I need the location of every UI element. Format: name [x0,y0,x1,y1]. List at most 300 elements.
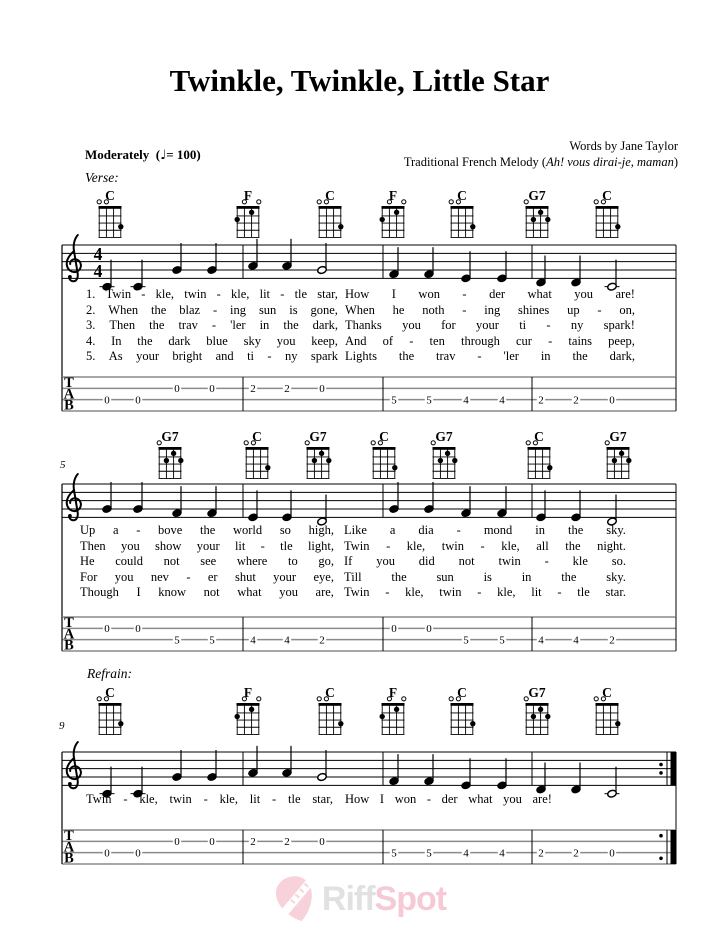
lyric-syllable: and [215,349,234,363]
lyric-syllable: in [521,569,532,584]
nut [382,206,405,209]
finger-dot [394,707,399,712]
lyric-syllable: 1. [86,287,96,301]
lyric-syllable: in [540,349,551,363]
lyric-syllable: spark [310,349,338,363]
lyric-syllable: - [386,538,391,553]
song-title: Twinkle, Twinkle, Little Star [169,62,550,98]
finger-dot [178,458,183,463]
lyric-syllable: - [267,349,272,363]
lyric-syllable: you [279,585,298,600]
tab-number: 0 [391,623,397,636]
chord-diagram [317,685,343,734]
chord-diagram [317,188,343,237]
lyric-syllable: Like [344,523,367,537]
lyric-syllable: your [136,349,159,363]
chord-name: C [105,685,115,700]
chord-name: C [252,429,262,444]
chord-diagram [526,429,552,478]
lyric-syllable: high, [308,523,334,537]
lyric-syllable: the [391,569,407,584]
nut [382,703,405,706]
riffspot-logo [273,874,446,924]
lyric-syllable: he [392,302,405,317]
open-string-marker [402,200,406,204]
lyric-syllable: Then [109,318,136,332]
tempo-word: Moderately [85,147,150,162]
lyric-syllable: blue [206,333,228,348]
logo-text-riff: Riff [321,879,375,918]
chord-diagram [235,188,261,237]
lyric-syllable: Twin [344,538,370,553]
tab-letter: A [63,386,75,403]
measure-number-9: 9 [59,720,65,732]
repeat-dot [659,771,663,775]
lyric-syllable: the [561,569,577,584]
lyric-syllable: sun [436,569,454,584]
lyric-syllable: der [489,287,506,301]
finger-dot [626,458,631,463]
lyrics-line-right [345,318,635,333]
lyric-syllable: In [111,333,122,348]
lyric-syllable: blaz [179,302,201,317]
lyric-syllable: world [232,523,263,537]
lyric-syllable: see [200,554,217,569]
chord-name: F [388,188,398,203]
lyric-syllable: kle, [219,792,238,806]
lyrics-line-left [86,318,338,333]
lyrics-line-right [345,334,635,349]
tab-number: 0 [135,394,141,407]
finger-dot [338,721,343,726]
time-signature-top: 4 [93,244,103,265]
lyric-syllable: the [283,318,299,332]
lyrics-line-left [80,539,334,554]
chord-name: G7 [528,685,546,700]
tab-number: 0 [135,623,141,636]
lyric-syllable: you [503,792,522,806]
finger-dot [265,465,270,470]
lyric-syllable: As [108,349,123,363]
lyric-syllable: er [207,569,218,584]
open-string-marker [449,697,453,701]
chord-diagram [524,685,550,734]
lyric-syllable: your [475,318,499,332]
lyric-syllable: the [572,349,588,363]
chord-name: G7 [609,429,627,444]
open-string-marker [317,200,321,204]
nut [596,703,619,706]
nut [246,447,269,450]
lyric-syllable: Twin [86,792,112,806]
lyric-syllable: star, [312,792,333,806]
tab-number: 2 [319,634,325,647]
tab-number: 2 [538,847,544,860]
tab-number: 0 [135,847,141,860]
lyric-syllable: How [345,792,370,806]
lyric-syllable: twin [169,792,192,806]
lyric-syllable: up [567,302,580,317]
lyric-syllable: 5. [86,349,96,363]
chord-diagram [449,685,475,734]
lyric-syllable: night. [597,538,626,553]
lyrics-line-left [86,792,333,807]
tab-number: 0 [104,623,110,636]
lyrics-line-left [80,570,334,585]
lyric-syllable: der [441,792,458,806]
lyric-syllable: bove [158,523,183,537]
lyric-syllable: ing [484,302,501,317]
lyric-syllable: dia [418,523,434,537]
finger-dot [612,458,617,463]
nut [451,703,474,706]
lyric-syllable: shut [234,569,256,584]
repeat-dot [659,763,663,767]
clef-ball [68,514,72,518]
lyric-syllable: for [441,318,456,332]
lyric-syllable: lit [234,538,246,553]
treble-clef-icon [67,235,81,281]
lyric-syllable: dark, [312,318,338,332]
lyric-syllable: - [272,792,277,806]
tab-number: 4 [463,394,469,407]
lyric-syllable: know [158,585,187,600]
lyric-syllable: could [115,554,143,569]
finger-dot [164,458,169,463]
lyric-syllable: - [280,287,285,301]
finger-dot [545,217,550,222]
lyric-syllable: dark, [609,349,635,363]
lyric-syllable: are, [315,585,334,600]
lyric-syllable: ny [284,349,298,363]
clef-ball [68,782,72,786]
tab-number: 0 [174,383,180,396]
lyric-syllable: did [418,554,435,569]
lyric-syllable: are! [615,287,635,301]
tab-number: 4 [284,634,290,647]
nut [99,206,122,209]
finger-dot [235,217,240,222]
chord-name: C [325,188,335,203]
lyric-syllable: - [462,287,467,301]
lyrics-line-right [345,792,552,807]
lyric-syllable: the [137,333,153,348]
tab-number: 5 [391,394,397,407]
lyric-syllable: - [548,333,553,348]
chord-name: G7 [161,429,179,444]
lyric-syllable: - [546,318,551,332]
lyric-syllable: kle [572,554,588,569]
treble-clef-icon [67,742,81,788]
chord-diagram [305,429,331,478]
chord-diagram [97,685,123,734]
lyric-syllable: noth [422,302,445,317]
tab-number: 0 [174,836,180,849]
lyric-syllable: When [345,302,375,317]
lyrics-line-right [344,539,626,554]
lyrics-line-right [344,554,626,569]
lyric-syllable: Though [80,585,119,600]
chord-name: C [602,685,612,700]
open-string-marker [402,697,406,701]
lyric-syllable: lit [249,792,261,806]
lyric-syllable: twin [439,585,462,600]
tab-repeat-dot [659,834,663,838]
tab-letter: B [64,637,74,654]
lyric-syllable: cur [516,333,532,348]
chord-diagram [380,188,406,237]
tab-number: 0 [209,836,215,849]
open-string-marker [526,441,530,445]
chord-name: C [105,188,115,203]
tab-number: 0 [319,836,325,849]
tab-repeat-dot [659,857,663,861]
chord-name: G7 [309,429,327,444]
lyric-syllable: - [477,585,482,600]
lyric-syllable: - [260,538,265,553]
lyric-syllable: on, [619,302,635,317]
lyric-syllable: I [136,585,141,600]
open-string-marker [244,441,248,445]
finger-dot [392,465,397,470]
finger-dot [470,721,475,726]
nut [237,703,260,706]
lyric-syllable: star. [605,585,626,600]
chord-diagram [524,188,550,237]
lyric-syllable: - [426,792,432,806]
tab-number: 2 [284,383,290,396]
tab-number: 2 [609,634,615,647]
tab-number: 5 [463,634,469,647]
chord-diagram [594,685,620,734]
lyric-syllable: tle [288,792,301,806]
lyric-syllable: in [259,318,270,332]
lyric-syllable: If [344,554,353,569]
chord-diagram [244,429,270,478]
tab-number: 0 [609,394,615,407]
lyric-syllable: the [200,523,216,537]
lyric-syllable: the [398,349,415,363]
finger-dot [171,451,176,456]
lyrics-line-left [86,303,338,318]
lyric-syllable: peep, [608,333,635,348]
finger-dot [249,210,254,215]
clef-ball [68,275,72,279]
open-string-marker [371,441,375,445]
chord-name: G7 [435,429,453,444]
tab-letter: A [63,839,75,856]
credit-melody-prefix: Traditional French Melody ( [403,155,547,169]
lyric-syllable: lit [259,287,271,301]
lyric-syllable: For [80,569,98,584]
lyric-syllable: tains [568,333,593,348]
lyric-syllable: the [149,318,165,332]
credit-words: Words by Jane Taylor [569,139,678,153]
nut [319,703,342,706]
chord-name: G7 [528,188,546,203]
lyric-syllable: the [565,538,581,553]
chord-diagram [97,188,123,237]
open-string-marker [257,200,261,204]
verse-label: Verse: [85,170,119,185]
lyric-syllable: kle, [406,538,426,553]
lyric-syllable: are! [532,792,552,806]
chord-name: F [243,685,253,700]
lyric-syllable: a [389,523,396,537]
lyric-syllable: kle, [231,287,250,301]
lyrics-line-left [80,523,334,538]
lyric-syllable: Till [344,569,362,584]
lyric-syllable: twin [441,538,464,553]
lyric-syllable: 'ler [230,318,246,332]
lyric-syllable: - [141,287,146,301]
lyric-syllable: kle, [139,792,158,806]
lyric-syllable: bright [172,349,203,363]
tab-number: 0 [426,623,432,636]
lyric-syllable: the [567,523,584,537]
lyric-syllable: Then [80,538,106,553]
finger-dot [338,224,343,229]
lyric-syllable: - [557,585,562,600]
measure-number-5: 5 [60,459,66,471]
lyric-syllable: ti [247,349,255,363]
lyric-syllable: eye, [313,569,334,584]
finger-dot [235,714,240,719]
tab-number: 4 [463,847,469,860]
lyrics-line-left [86,287,338,302]
lyric-syllable: go, [318,554,334,569]
lyric-syllable: is [289,302,298,317]
tab-repeat-thick-bar [671,830,677,864]
finger-dot [538,707,543,712]
lyric-syllable: you [402,318,421,332]
credit-melody-source: Ah! vous dirai-je, maman [546,155,674,169]
lyric-syllable: - [597,302,602,317]
lyric-syllable: mond [483,523,513,537]
lyric-syllable: you [376,554,395,569]
lyric-syllable: so. [611,554,626,569]
lyric-syllable: what [527,287,552,301]
chord-name: F [243,188,253,203]
tab-number: 2 [284,836,290,849]
nut [526,703,549,706]
lyric-syllable: And [345,333,367,348]
tab-number: 0 [104,394,110,407]
nut [528,447,551,450]
lyric-syllable: I [379,792,385,806]
nut [99,703,122,706]
finger-dot [118,721,123,726]
lyric-syllable: - [212,302,218,317]
lyric-syllable: twin [498,554,521,569]
lyric-syllable: How [345,287,370,301]
lyric-syllable: all [536,538,549,553]
nut [596,206,619,209]
lyric-syllable: I [391,287,396,301]
lyric-syllable: you [120,538,140,553]
lyric-syllable: sky. [606,569,626,584]
tab-number: 0 [104,847,110,860]
chord-diagram [235,685,261,734]
tab-number: 5 [426,394,432,407]
tab-letter: B [64,850,74,867]
lyric-syllable: - [480,538,485,553]
finger-dot [312,458,317,463]
tab-number: 4 [499,847,505,860]
finger-dot [438,458,443,463]
logo-text [322,880,446,919]
lyric-syllable: Twin [105,287,132,301]
lyric-syllable: light, [307,538,334,553]
clef-stem [69,742,77,788]
lyric-syllable: tle [280,538,293,553]
lyric-syllable: Twin [344,585,370,600]
tab-number: 4 [250,634,256,647]
lyric-syllable: ing [230,302,247,317]
finger-dot [545,714,550,719]
lyrics-line-right [344,523,626,538]
lyrics-line-left [80,585,334,600]
lyric-syllable: won [418,287,440,301]
lyric-syllable: keep, [311,333,338,348]
tab-number: 2 [250,383,256,396]
tab-number: 2 [538,394,544,407]
clef-stem [69,474,77,520]
lyric-syllable: what [237,585,262,600]
lyric-syllable: won [394,792,417,806]
nut [307,447,330,450]
chord-diagram [157,429,183,478]
lyric-syllable: to [287,554,298,569]
lyric-syllable: kle, [501,538,520,553]
nut [607,447,630,450]
finger-dot [118,224,123,229]
tab-letter: T [64,615,74,631]
lyric-syllable: nev [150,569,169,584]
open-string-marker [594,697,598,701]
chord-name: C [602,188,612,203]
lyric-syllable: - [123,792,128,806]
nut [451,206,474,209]
lyrics-line-left [86,349,338,364]
tab-letter: T [64,828,74,844]
open-string-marker [317,697,321,701]
finger-dot [319,451,324,456]
finger-dot [615,224,620,229]
chord-diagram [371,429,397,478]
lyric-syllable: - [203,792,208,806]
lyric-syllable: ny [570,318,584,332]
lyric-syllable: not [163,554,180,569]
tab-number: 0 [319,383,325,396]
lyric-syllable: ten [429,333,445,348]
lyric-syllable: - [216,287,221,301]
tab-number: 5 [426,847,432,860]
lyric-syllable: - [477,349,482,363]
finger-dot [619,451,624,456]
nut [237,206,260,209]
chord-name: C [457,188,467,203]
lyric-syllable: spark! [603,318,635,332]
lyric-syllable: Thanks [345,318,382,332]
lyric-syllable: so [279,523,291,537]
lyric-syllable: 2. [86,302,96,317]
finger-dot [452,458,457,463]
lyric-syllable: your [196,538,220,553]
clef-stem [69,235,77,281]
lyrics-line-left [80,554,334,569]
open-string-marker [97,200,101,204]
